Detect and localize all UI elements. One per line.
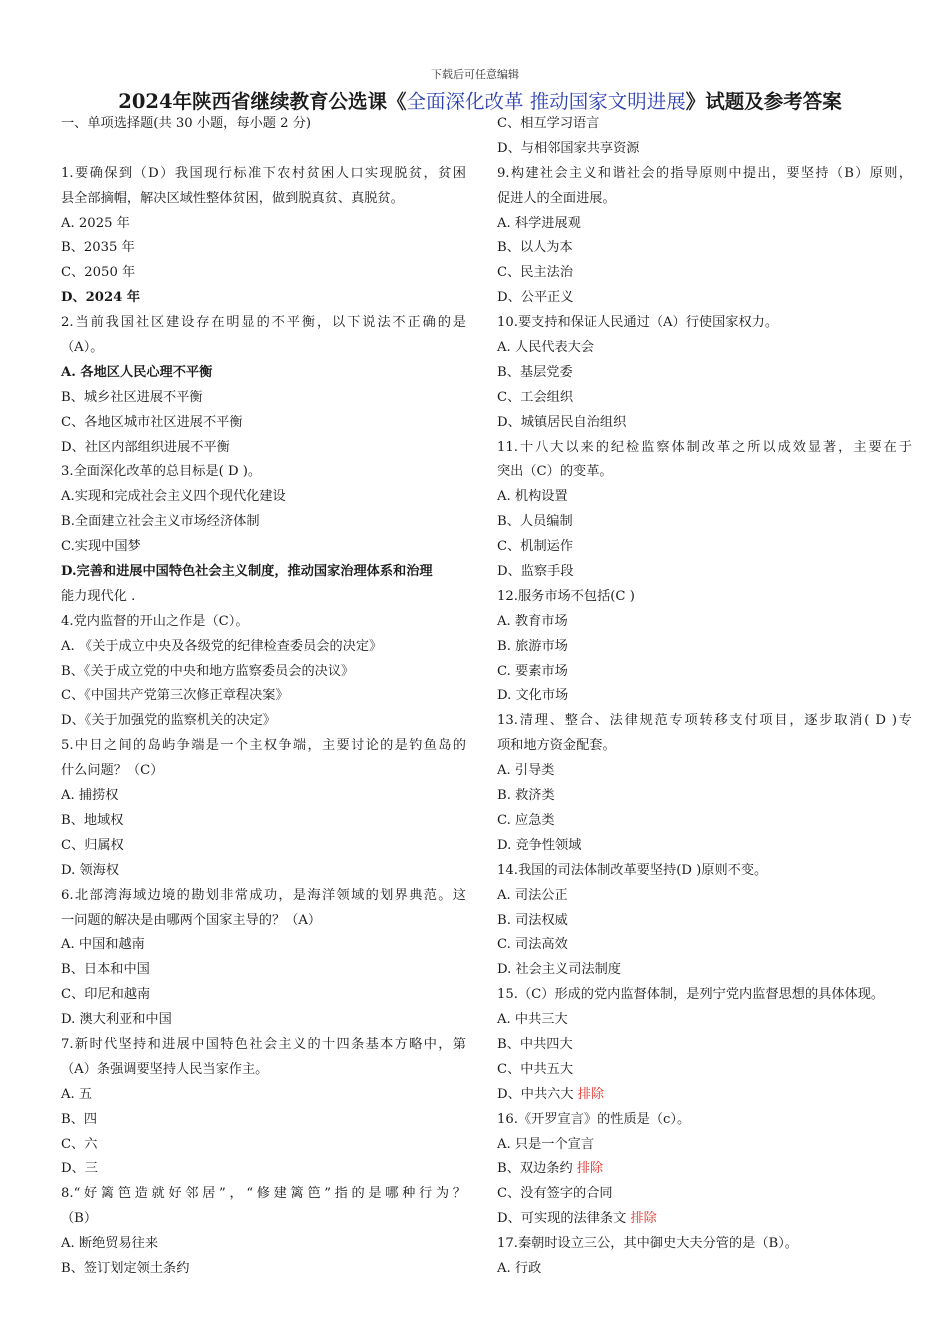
text-line — [497, 684, 912, 709]
line-text: 11.十八大以来的纪检监察体制改革之所以成效显著，主要在于 — [497, 439, 912, 455]
text-line — [61, 759, 466, 784]
line-text: B、人员编制 — [497, 514, 573, 530]
line-text: 12.服务市场不包括(C ) — [497, 588, 635, 604]
line-text: （A）。 — [61, 340, 104, 356]
line-text: D、公平正义 — [497, 290, 574, 306]
text-line — [61, 1182, 466, 1207]
text-line — [61, 1008, 466, 1033]
text-line — [61, 684, 466, 709]
text-line — [61, 485, 466, 510]
text-line — [497, 1033, 912, 1058]
text-line — [61, 1108, 466, 1133]
line-text: B. 司法权威 — [497, 912, 568, 928]
text-line — [497, 311, 912, 336]
text-line — [497, 859, 912, 884]
line-text: B、四 — [61, 1111, 98, 1127]
line-text: D、监察手段 — [497, 564, 574, 580]
text-line — [497, 212, 912, 237]
line-text: C、中共五大 — [497, 1061, 574, 1077]
text-line — [497, 236, 912, 261]
text-line — [497, 1133, 912, 1158]
line-text: 14.我国的司法体制改革要坚持(D )原则不变。 — [497, 862, 768, 878]
text-line — [61, 535, 466, 560]
text-line — [497, 884, 912, 909]
text-line — [497, 983, 912, 1008]
text-line — [61, 286, 466, 311]
text-line — [497, 933, 912, 958]
excluded-mark: 排除 — [577, 1086, 605, 1102]
text-line — [497, 510, 912, 535]
text-line — [61, 983, 466, 1008]
line-text: C、相互学习语言 — [497, 116, 600, 131]
text-line — [497, 585, 912, 610]
text-line — [61, 162, 466, 187]
line-text: C、《中国共产党第三次修正章程决案》 — [61, 688, 289, 704]
line-text: C、归属权 — [61, 837, 124, 853]
line-text: A. 《关于成立中央及各级党的纪律检查委员会的决定》 — [61, 638, 383, 654]
line-text: C、工会组织 — [497, 389, 574, 405]
text-line — [61, 709, 466, 734]
text-line — [61, 784, 466, 809]
line-text: （A）条强调要坚持人民当家作主。 — [61, 1061, 269, 1077]
text-line — [497, 485, 912, 510]
line-text: D、三 — [61, 1161, 98, 1177]
line-text: 4.党内监督的开山之作是（C）。 — [61, 613, 249, 629]
line-text: 16.《开罗宣言》的性质是（c）。 — [497, 1111, 691, 1127]
text-line — [61, 884, 466, 909]
right-column — [497, 112, 912, 1282]
text-line — [61, 585, 466, 610]
line-text: B. 旅游市场 — [497, 638, 568, 654]
text-line — [61, 1058, 466, 1083]
text-line — [61, 809, 466, 834]
text-line — [61, 1232, 466, 1257]
text-line — [497, 909, 912, 934]
line-text: D. 文化市场 — [497, 688, 569, 704]
line-text: B、地域权 — [61, 812, 124, 828]
line-text: 突出（C）的变革。 — [497, 464, 613, 480]
text-line — [61, 1033, 466, 1058]
line-text: D. 竞争性领域 — [497, 837, 582, 853]
line-text: A. 机构设置 — [497, 489, 568, 505]
line-text: C. 要素市场 — [497, 663, 568, 679]
text-line — [61, 187, 466, 212]
text-line — [61, 436, 466, 461]
text-line — [61, 909, 466, 934]
text-line — [61, 1083, 466, 1108]
line-text: 9.构建社会主义和谐社会的指导原则中提出，要坚持（B）原则， — [497, 165, 912, 181]
text-line — [61, 1207, 466, 1232]
text-line — [497, 560, 912, 585]
line-text: 促进人的全面进展。 — [497, 190, 616, 206]
line-text: （B） — [61, 1211, 98, 1227]
text-line — [61, 635, 466, 660]
text-line — [497, 162, 912, 187]
line-text: D、中共六大 — [497, 1086, 578, 1102]
line-text: A. 2025 年 — [61, 215, 130, 231]
line-text: 项和地方资金配套。 — [497, 738, 616, 754]
text-line — [61, 411, 466, 436]
line-text: C、机制运作 — [497, 539, 574, 555]
line-text: A. 五 — [61, 1086, 93, 1102]
line-text: 6.北部湾海域边境的勘划非常成功，是海洋领域的划界典范。这 — [61, 887, 466, 903]
line-text: C. 司法高效 — [497, 937, 568, 953]
line-text: A. 各地区人民心理不平衡 — [61, 364, 213, 380]
line-text: C. 应急类 — [497, 812, 555, 828]
line-text: A. 只是一个宣言 — [497, 1136, 595, 1152]
line-text: B、签订划定领土条约 — [61, 1260, 190, 1276]
text-line — [497, 286, 912, 311]
line-text: D、2024 年 — [61, 290, 141, 306]
line-text: 什么问题？（C） — [61, 763, 164, 779]
line-text: 一、单项选择题(共 30 小题，每小题 2 分) — [61, 116, 312, 131]
text-line — [497, 809, 912, 834]
text-line — [497, 1157, 912, 1182]
line-text: D、城镇居民自治组织 — [497, 414, 627, 430]
text-line — [61, 112, 466, 137]
text-line — [497, 261, 912, 286]
line-text: D、与相邻国家共享资源 — [497, 140, 640, 156]
text-line — [497, 784, 912, 809]
text-line — [497, 436, 912, 461]
line-text: 5.中日之间的岛屿争端是一个主权争端，主要讨论的是钓鱼岛的 — [61, 738, 466, 754]
text-line — [497, 709, 912, 734]
line-text: B.全面建立社会主义市场经济体制 — [61, 514, 260, 530]
line-text: A.实现和完成社会主义四个现代化建设 — [61, 489, 286, 505]
text-line — [61, 734, 466, 759]
line-text: 15.（C）形成的党内监督体制，是列宁党内监督思想的具体体现。 — [497, 987, 885, 1003]
line-text: 一问题的解决是由哪两个国家主导的？（A） — [61, 912, 322, 928]
text-line — [497, 660, 912, 685]
text-line — [61, 460, 466, 485]
text-line — [497, 1108, 912, 1133]
text-line — [61, 212, 466, 237]
line-text: B、基层党委 — [497, 364, 573, 380]
text-line — [61, 137, 466, 162]
text-line — [497, 112, 912, 137]
text-line — [61, 610, 466, 635]
text-line — [497, 361, 912, 386]
line-text: 13.清理、整合、法律规范专项转移支付项目，逐步取消( D )专 — [497, 713, 912, 729]
line-text: D.完善和进展中国特色社会主义制度，推动国家治理体系和治理 — [61, 564, 433, 580]
text-line — [497, 535, 912, 560]
line-text: C、印尼和越南 — [61, 987, 151, 1003]
text-line — [497, 610, 912, 635]
text-line — [61, 1257, 466, 1282]
line-text: 3.全面深化改革的总目标是( D )。 — [61, 464, 262, 480]
line-text: 8.“好篱笆造就好邻居”，“修建篱笆”指的是哪种行为？ — [61, 1186, 466, 1202]
text-line — [497, 734, 912, 759]
line-text: A. 中共三大 — [497, 1012, 568, 1028]
line-text: A. 断绝贸易往来 — [61, 1236, 159, 1252]
text-line — [61, 660, 466, 685]
text-line — [61, 1157, 466, 1182]
header-note: 下载后可任意编辑 — [431, 68, 519, 81]
text-line — [497, 759, 912, 784]
line-text: B、双边条约 — [497, 1161, 577, 1177]
line-text: C.实现中国梦 — [61, 539, 141, 555]
line-text: A. 行政 — [497, 1260, 542, 1276]
text-line — [497, 386, 912, 411]
line-text: 10.要支持和保证人民通过（A）行使国家权力。 — [497, 315, 779, 331]
line-text: 县全部摘帽，解决区域性整体贫困，做到脱真贫、真脱贫。 — [61, 190, 404, 206]
title-suffix: 》试题及参考答案 — [685, 90, 842, 113]
text-line — [497, 1257, 912, 1282]
title-highlight: 全面深化改革 推动国家文明进展 — [406, 90, 686, 113]
text-line — [61, 933, 466, 958]
text-line — [497, 1058, 912, 1083]
line-text: C、六 — [61, 1136, 98, 1152]
text-line — [61, 560, 466, 585]
text-line — [497, 1232, 912, 1257]
line-text: A. 人民代表大会 — [497, 340, 595, 356]
line-text: C、各地区城市社区进展不平衡 — [61, 414, 243, 430]
text-line — [497, 1182, 912, 1207]
line-text: D. 社会主义司法制度 — [497, 962, 621, 978]
line-text: C、2050 年 — [61, 265, 136, 281]
line-text: B、《关于成立党的中央和地方监察委员会的决议》 — [61, 663, 355, 679]
excluded-mark: 排除 — [576, 1161, 604, 1177]
excluded-mark: 排除 — [630, 1211, 657, 1227]
text-line — [497, 460, 912, 485]
text-line — [497, 958, 912, 983]
line-text: D. 领海权 — [61, 862, 120, 878]
line-text: A. 捕捞权 — [61, 788, 119, 804]
line-text: B、以人为本 — [497, 240, 573, 256]
text-line — [61, 510, 466, 535]
line-text: C、民主法治 — [497, 265, 574, 281]
line-text: D. 澳大利亚和中国 — [61, 1012, 172, 1028]
text-line — [497, 187, 912, 212]
text-line — [61, 361, 466, 386]
title-prefix: 2024年陕西省继续教育公选课《 — [118, 90, 407, 113]
left-column — [61, 112, 466, 1282]
text-line — [497, 834, 912, 859]
line-text: 17.秦朝时设立三公，其中御史大夫分管的是（B）。 — [497, 1236, 798, 1252]
line-text: 能力现代化 . — [61, 588, 136, 604]
text-line — [497, 1207, 912, 1232]
line-text: B、中共四大 — [497, 1036, 573, 1052]
line-text: C、没有签字的合同 — [497, 1186, 613, 1202]
text-line — [61, 236, 466, 261]
line-text: B、日本和中国 — [61, 962, 150, 978]
text-line — [61, 958, 466, 983]
line-text: A. 中国和越南 — [61, 937, 145, 953]
line-text: A. 引导类 — [497, 763, 555, 779]
line-text: D、可实现的法律条文 — [497, 1211, 631, 1227]
text-line — [61, 386, 466, 411]
line-text: A. 教育市场 — [497, 613, 568, 629]
text-line — [61, 859, 466, 884]
text-line — [497, 635, 912, 660]
line-text: 7.新时代坚持和进展中国特色社会主义的十四条基本方略中，第 — [61, 1036, 466, 1052]
line-text: B、2035 年 — [61, 240, 135, 256]
text-line — [497, 1083, 912, 1108]
line-text: A. 司法公正 — [497, 887, 568, 903]
text-line — [497, 1008, 912, 1033]
text-line — [61, 834, 466, 859]
line-text: A. 科学进展观 — [497, 215, 581, 231]
text-line — [61, 336, 466, 361]
line-text: B、城乡社区进展不平衡 — [61, 389, 203, 405]
line-text: D、社区内部组织进展不平衡 — [61, 439, 230, 455]
text-line — [497, 336, 912, 361]
line-text: D、《关于加强党的监察机关的决定》 — [61, 713, 276, 729]
line-text: B. 救济类 — [497, 788, 555, 804]
text-line — [497, 137, 912, 162]
page-title — [0, 86, 950, 114]
text-line — [61, 311, 466, 336]
text-line — [61, 261, 466, 286]
line-text: 1.要确保到（D）我国现行标准下农村贫困人口实现脱贫，贫困 — [61, 165, 466, 181]
line-text: 2.当前我国社区建设存在明显的不平衡，以下说法不正确的是 — [61, 315, 466, 331]
text-line — [61, 1133, 466, 1158]
text-line — [497, 411, 912, 436]
